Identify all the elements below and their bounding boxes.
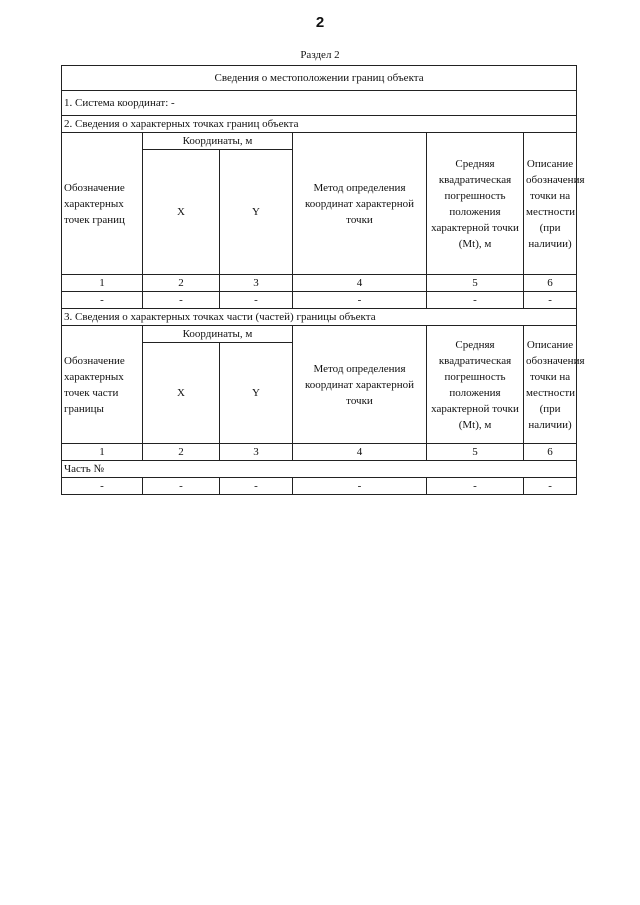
table-cell: - bbox=[427, 292, 524, 309]
coordinate-system: 1. Система координат: - bbox=[62, 91, 577, 116]
part-number-label: Часть № bbox=[62, 461, 577, 478]
section2-col-error: Средняя квадратическая погрешность положения характерной точки (Mt), м bbox=[427, 133, 524, 275]
section3-coords-header: Координаты, м bbox=[143, 326, 293, 343]
table-cell: - bbox=[524, 292, 577, 309]
section3-col-error: Средняя квадратическая погрешность положения характерной точки (Mt), м bbox=[427, 326, 524, 444]
column-number: 6 bbox=[524, 444, 577, 461]
table-cell: - bbox=[62, 292, 143, 309]
column-number: 4 bbox=[293, 444, 427, 461]
table-cell: - bbox=[143, 292, 220, 309]
section3-number-row bbox=[62, 444, 577, 461]
section2-col-x: X bbox=[143, 150, 220, 275]
table-cell: - bbox=[427, 478, 524, 495]
section3-title: 3. Сведения о характерных точках части (частей) границы объекта bbox=[62, 309, 577, 326]
section3-col-x: X bbox=[143, 343, 220, 444]
section-label: Раздел 2 bbox=[300, 49, 340, 61]
column-number: 5 bbox=[427, 275, 524, 292]
column-number: 2 bbox=[143, 444, 220, 461]
table-cell: - bbox=[524, 478, 577, 495]
section2-coords-header: Координаты, м bbox=[143, 133, 293, 150]
section2-number-row bbox=[62, 275, 577, 292]
section3-data-row bbox=[62, 478, 577, 495]
column-number: 3 bbox=[220, 444, 293, 461]
table-cell: - bbox=[293, 478, 427, 495]
column-number: 2 bbox=[143, 275, 220, 292]
section3-col-description: Описание обозначения точки на местности (при наличии) bbox=[524, 326, 577, 444]
section2-col-description: Описание обозначения точки на местности (при наличии) bbox=[524, 133, 577, 275]
table-cell: - bbox=[220, 292, 293, 309]
table-cell: - bbox=[143, 478, 220, 495]
table-cell: - bbox=[220, 478, 293, 495]
section2-data-row bbox=[62, 292, 577, 309]
section3-col-point-designation: Обозначение характерных точек части границы bbox=[62, 326, 143, 444]
section2-col-point-designation: Обозначение характерных точек границ bbox=[62, 133, 143, 275]
column-number: 5 bbox=[427, 444, 524, 461]
column-number: 1 bbox=[62, 444, 143, 461]
section2-col-method: Метод определения координат характерной точки bbox=[293, 133, 427, 275]
column-number: 3 bbox=[220, 275, 293, 292]
page-number: 2 bbox=[315, 14, 325, 31]
column-number: 1 bbox=[62, 275, 143, 292]
section3-col-y: Y bbox=[220, 343, 293, 444]
section3-col-method: Метод определения координат характерной точки bbox=[293, 326, 427, 444]
column-number: 6 bbox=[524, 275, 577, 292]
table-cell: - bbox=[293, 292, 427, 309]
table-cell: - bbox=[62, 478, 143, 495]
boundary-table bbox=[61, 65, 585, 495]
section2-col-y: Y bbox=[220, 150, 293, 275]
column-number: 4 bbox=[293, 275, 427, 292]
table-title: Сведения о местоположении границ объекта bbox=[62, 66, 577, 91]
section2-title: 2. Сведения о характерных точках границ объекта bbox=[62, 116, 577, 133]
